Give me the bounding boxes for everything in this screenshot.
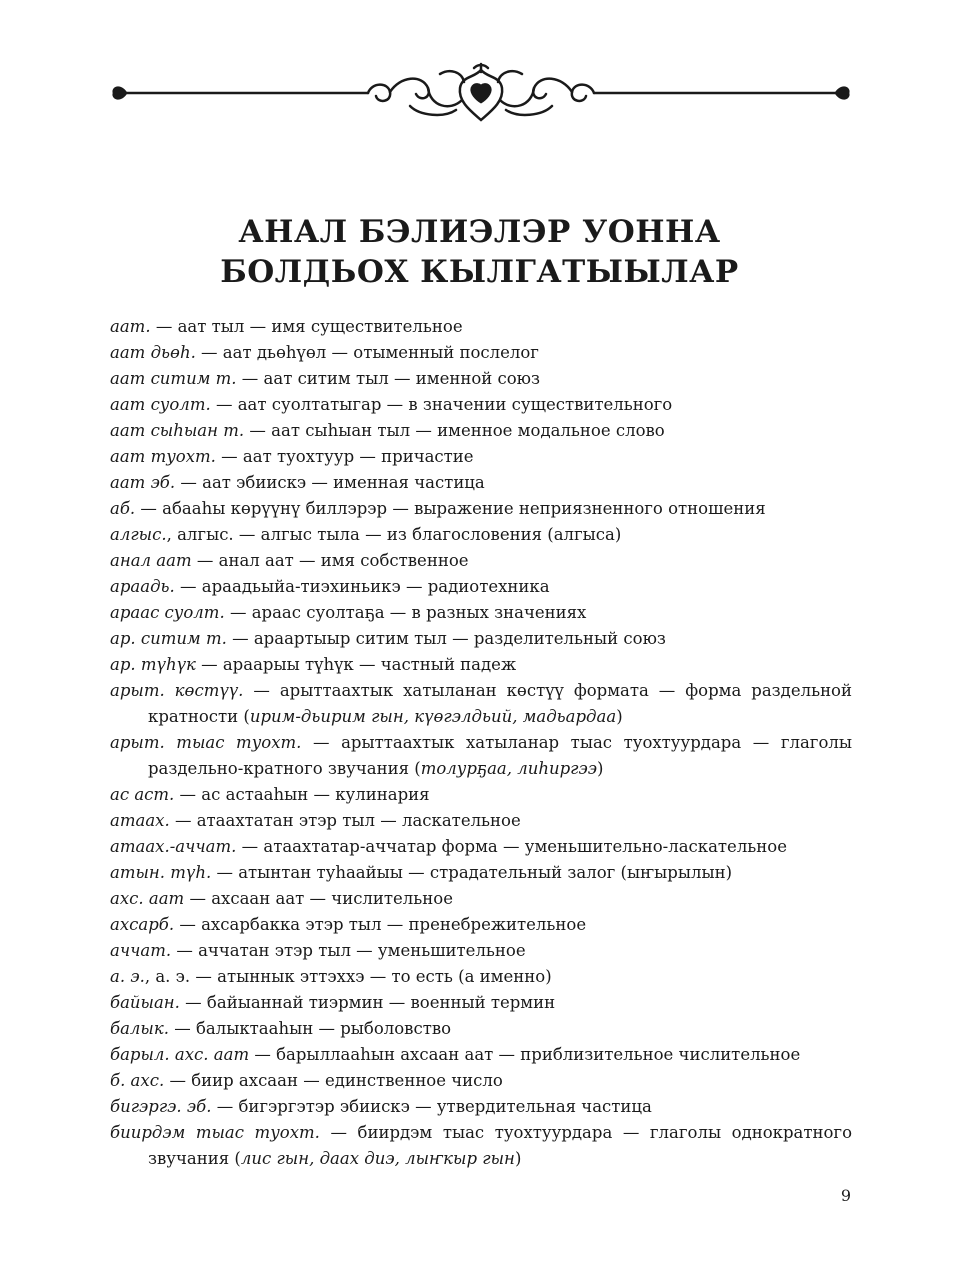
abbreviation: бигэргэ. эб. (110, 1097, 212, 1116)
definition: — араартыыр ситим тыл — разделительный союз (226, 629, 666, 648)
abbreviation: араас суолт. (110, 603, 225, 622)
title-line-1: АНАЛ БЭЛИЭЛЭР УОННА (238, 214, 721, 250)
definition-tail: ) (597, 759, 604, 778)
abbreviation: балык. (110, 1019, 169, 1038)
definition: — араас суолтаҕа — в разных значениях (224, 603, 587, 622)
list-item (110, 1042, 852, 1068)
abbreviation: а. э. (110, 967, 145, 986)
definition: — биир ахсаан — единственное число (164, 1071, 503, 1090)
list-item (110, 314, 852, 340)
definition: — аат эбиискэ — именная частица (175, 473, 485, 492)
example: толурҕаа, лиһиргээ (420, 759, 597, 778)
abbreviation: байыан. (110, 993, 180, 1012)
list-item (110, 1016, 852, 1042)
list-item (110, 600, 852, 626)
list-item (110, 548, 852, 574)
list-item (110, 860, 852, 886)
definition-tail: ) (514, 1149, 522, 1168)
definition: — абааһы көрүүнү биллэрэр — выражение неприязненного отношения (135, 499, 766, 518)
abbreviation: атаах. (110, 811, 170, 830)
abbreviation: барыл. ахс. аат (110, 1045, 250, 1064)
abbreviation: б. ахс. (110, 1071, 165, 1090)
definition: , алгыс. — алгыс тыла — из благословения (алгыса) (166, 525, 622, 544)
list-item (110, 1120, 852, 1172)
definition: — аат тыл — имя существительное (150, 317, 463, 336)
abbreviation: аат сыһыан т. (110, 421, 245, 440)
definition: — арыттаахтык хатыланар тыас туохтуурдара — глаголы раздельно-кратного звучания ( (148, 733, 852, 778)
list-item (110, 392, 852, 418)
definition: — арыттаахтык хатыланан көстүү формата — форма раздельной кратности ( (148, 681, 852, 726)
list-item (110, 522, 852, 548)
abbreviation: аат суолт. (110, 395, 211, 414)
abbreviation: араадь. (110, 577, 175, 596)
abbreviation: ар. ситим т. (110, 629, 227, 648)
list-item (110, 366, 852, 392)
definition: — аччатан этэр тыл — уменьшительное (171, 941, 526, 960)
list-item (110, 626, 852, 652)
definition: — атынтан туһаайыы — страдательный залог (ыҥырылын) (211, 863, 733, 882)
page-number: 9 (840, 1186, 851, 1205)
definition: — аат сыһыан тыл — именное модальное слово (244, 421, 665, 440)
abbreviation: ахсарб. (110, 915, 175, 934)
definition: — ахсарбакка этэр тыл — пренебрежительное (174, 915, 587, 934)
ornament-divider (110, 62, 852, 124)
definition: — араарыы түһүк — частный падеж (195, 655, 517, 674)
abbreviation: алгыс. (110, 525, 167, 544)
abbreviation: анал аат (110, 551, 192, 570)
definition: — ахсаан аат — числительное (184, 889, 453, 908)
abbreviation: аат туохт. (110, 447, 216, 466)
abbreviation-list (110, 314, 852, 1172)
definition: — атаахтатар-аччатар форма — уменьшительно-ласкательное (236, 837, 787, 856)
definition: — ас астааһын — кулинария (174, 785, 430, 804)
definition: — аат дьөһүөл — отыменный послелог (195, 343, 539, 362)
abbreviation: аат эб. (110, 473, 176, 492)
abbreviation: аччат. (110, 941, 172, 960)
definition: — аат ситим тыл — именной союз (236, 369, 541, 388)
definition: — аат суолтатыгар — в значении существительного (210, 395, 673, 414)
abbreviation: биирдэм тыас туохт. (110, 1123, 320, 1142)
list-item (110, 340, 852, 366)
abbreviation: арыт. тыас туохт. (110, 733, 302, 752)
list-item (110, 938, 852, 964)
abbreviation: ар. түһүк (110, 655, 196, 674)
list-item (110, 912, 852, 938)
example: ирим-дьирим гын, күөгэлдьий, мадьардаа (249, 707, 617, 726)
definition: — бигэргэтэр эбиискэ — утвердительная частица (211, 1097, 652, 1116)
list-item (110, 444, 852, 470)
abbreviation: аат дьөһ. (110, 343, 196, 362)
definition: — барыллааһын ахсаан аат — приблизительное числительное (249, 1045, 801, 1064)
definition: , а. э. — атыннык эттэххэ — то есть (а именно) (144, 967, 552, 986)
list-item (110, 496, 852, 522)
list-item (110, 808, 852, 834)
title-line-2: БОЛДЬОХ КЫЛГАТЫЫЛАР (220, 254, 739, 290)
list-item (110, 730, 852, 782)
list-item (110, 1094, 852, 1120)
abbreviation: аат ситим т. (110, 369, 237, 388)
abbreviation: ас аст. (110, 785, 175, 804)
list-item (110, 1068, 852, 1094)
list-item (110, 886, 852, 912)
definition: — араадьыйа-тиэхиньикэ — радиотехника (174, 577, 550, 596)
list-item (110, 964, 852, 990)
list-item (110, 834, 852, 860)
list-item (110, 470, 852, 496)
abbreviation: арыт. көстүү. (110, 681, 244, 700)
definition: — байыаннай тиэрмин — военный термин (179, 993, 556, 1012)
list-item (110, 678, 852, 730)
abbreviation: ахс. аат (110, 889, 185, 908)
example: лис гын, даах диэ, лыҥкыр гын (240, 1149, 515, 1168)
definition: — анал аат — имя собственное (191, 551, 469, 570)
abbreviation: аб. (110, 499, 136, 518)
list-item (110, 574, 852, 600)
definition: — атаахтатан этэр тыл — ласкательное (169, 811, 521, 830)
definition: — балыктааһын — рыболовство (168, 1019, 452, 1038)
page-title (0, 212, 959, 292)
definition-tail: ) (616, 707, 623, 726)
abbreviation: атын. түһ. (110, 863, 212, 882)
abbreviation: аат. (110, 317, 151, 336)
definition: — биирдэм тыас туохтуурдара — глаголы однократного звучания ( (148, 1123, 853, 1168)
list-item (110, 782, 852, 808)
list-item (110, 652, 852, 678)
abbreviation: атаах.-аччат. (110, 837, 237, 856)
definition: — аат туохтуур — причастие (215, 447, 474, 466)
list-item (110, 990, 852, 1016)
list-item (110, 418, 852, 444)
